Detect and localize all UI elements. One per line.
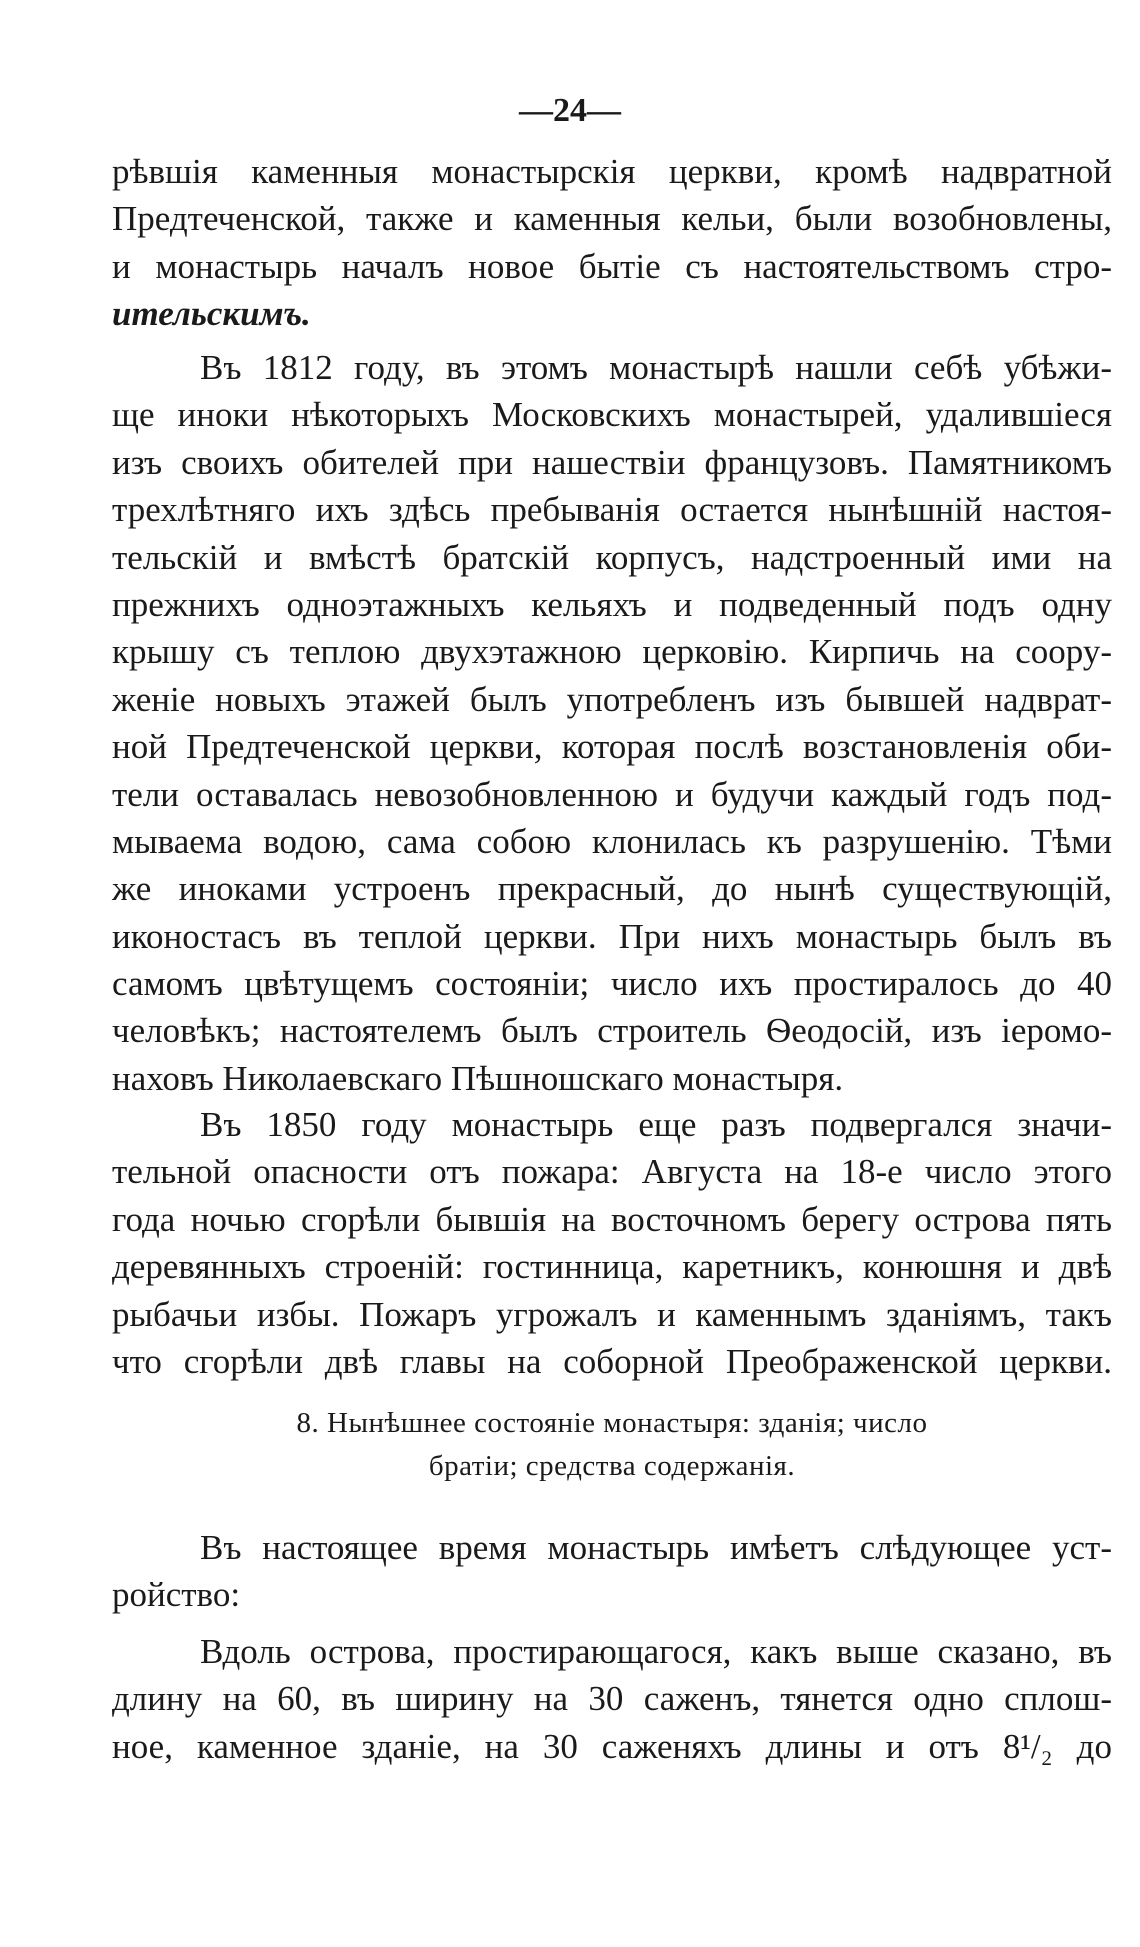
text-line: иконостасъ въ теплой церкви. При нихъ монастырь былъ въ bbox=[112, 916, 1112, 956]
text-line: тельной опасности отъ пожара: Августа на 18-е число этого bbox=[112, 1152, 1112, 1192]
paragraph-1 bbox=[112, 148, 1112, 338]
paragraph-4 bbox=[112, 1524, 1112, 1619]
text-line: ное, каменное зданіе, на 30 саженяхъ длины и отъ 8¹/₂ до bbox=[112, 1726, 1112, 1766]
text-line: ще иноки нѣкоторыхъ Московскихъ монастырей, удалившіеся bbox=[112, 395, 1112, 435]
text-line: ной Предтеченской церкви, которая послѣ возстановленія оби- bbox=[112, 727, 1112, 767]
page-number: —24— bbox=[519, 92, 621, 129]
paragraph-5 bbox=[112, 1628, 1112, 1770]
text-line: Въ 1850 году монастырь еще разъ подвергался значи- bbox=[200, 1105, 1112, 1144]
text-line: рѣвшія каменныя монастырскія церкви, кромѣ надвратной bbox=[112, 152, 1112, 191]
text-line: Вдоль острова, простирающагося, какъ выше сказано, въ bbox=[200, 1632, 1112, 1671]
text-line: рыбачьи избы. Пожаръ угрожалъ и каменнымъ зданіямъ, такъ bbox=[112, 1294, 1112, 1334]
text-line: самомъ цвѣтущемъ состояніи; число ихъ простиралось до 40 bbox=[112, 964, 1112, 1004]
text-line: Въ настоящее время монастырь имѣетъ слѣдующее уст- bbox=[200, 1528, 1112, 1567]
text-line: Въ 1812 году, въ этомъ монастырѣ нашли себѣ убѣжи- bbox=[200, 348, 1112, 387]
text-line: изъ своихъ обителей при нашествіи французовъ. Памятникомъ bbox=[112, 442, 1112, 482]
text-line: прежнихъ одноэтажныхъ кельяхъ и подведенный подъ одну bbox=[112, 584, 1112, 624]
text-line: Предтеченской, также и каменныя кельи, были возобновлены, bbox=[112, 199, 1112, 239]
text-line: ительскимъ. bbox=[112, 294, 311, 334]
text-line: мываема водою, сама собою клонилась къ разрушенію. Тѣми bbox=[112, 821, 1112, 861]
heading-line: братіи; средства содержанія. bbox=[428, 1450, 796, 1482]
text-line: женіе новыхъ этажей былъ употребленъ изъ бывшей надврат- bbox=[112, 679, 1112, 719]
section-heading bbox=[112, 1402, 1112, 1488]
text-line: и монастырь началъ новое бытіе съ настоятельствомъ стро- bbox=[112, 246, 1112, 286]
paragraph-3 bbox=[112, 1101, 1112, 1385]
text-line: же иноками устроенъ прекрасный, до нынѣ существующій, bbox=[112, 869, 1112, 909]
text-line: года ночью сгорѣли бывшія на восточномъ берегу острова пять bbox=[112, 1199, 1112, 1239]
text-line: ройство: bbox=[112, 1575, 241, 1615]
heading-line: 8. Нынѣшнее состояніе монастыря: зданія; число bbox=[296, 1407, 928, 1439]
text-line: наховъ Николаевскаго Пѣшношскаго монастыря. bbox=[112, 1058, 844, 1098]
text-line: что сгорѣли двѣ главы на соборной Преображенской церкви. bbox=[112, 1341, 1112, 1381]
text-line: крышу съ теплою двухэтажною церковію. Кирпичь на соору- bbox=[112, 632, 1112, 672]
text-line: трехлѣтняго ихъ здѣсь пребыванія остается нынѣшній настоя- bbox=[112, 490, 1112, 530]
text-line: тельскій и вмѣстѣ братскій корпусъ, надстроенный ими на bbox=[112, 537, 1112, 577]
text-line: деревянныхъ строеній: гостинница, каретникъ, конюшня и двѣ bbox=[112, 1247, 1112, 1287]
paragraph-2 bbox=[112, 344, 1112, 1102]
text-line: человѣкъ; настоятелемъ былъ строитель Ѳеодосій, изъ іеромо- bbox=[112, 1011, 1112, 1051]
text-line: длину на 60, въ ширину на 30 саженъ, тянется одно сплош- bbox=[112, 1679, 1112, 1719]
text-line: тели оставалась невозобновленною и будучи каждый годъ под- bbox=[112, 774, 1112, 814]
